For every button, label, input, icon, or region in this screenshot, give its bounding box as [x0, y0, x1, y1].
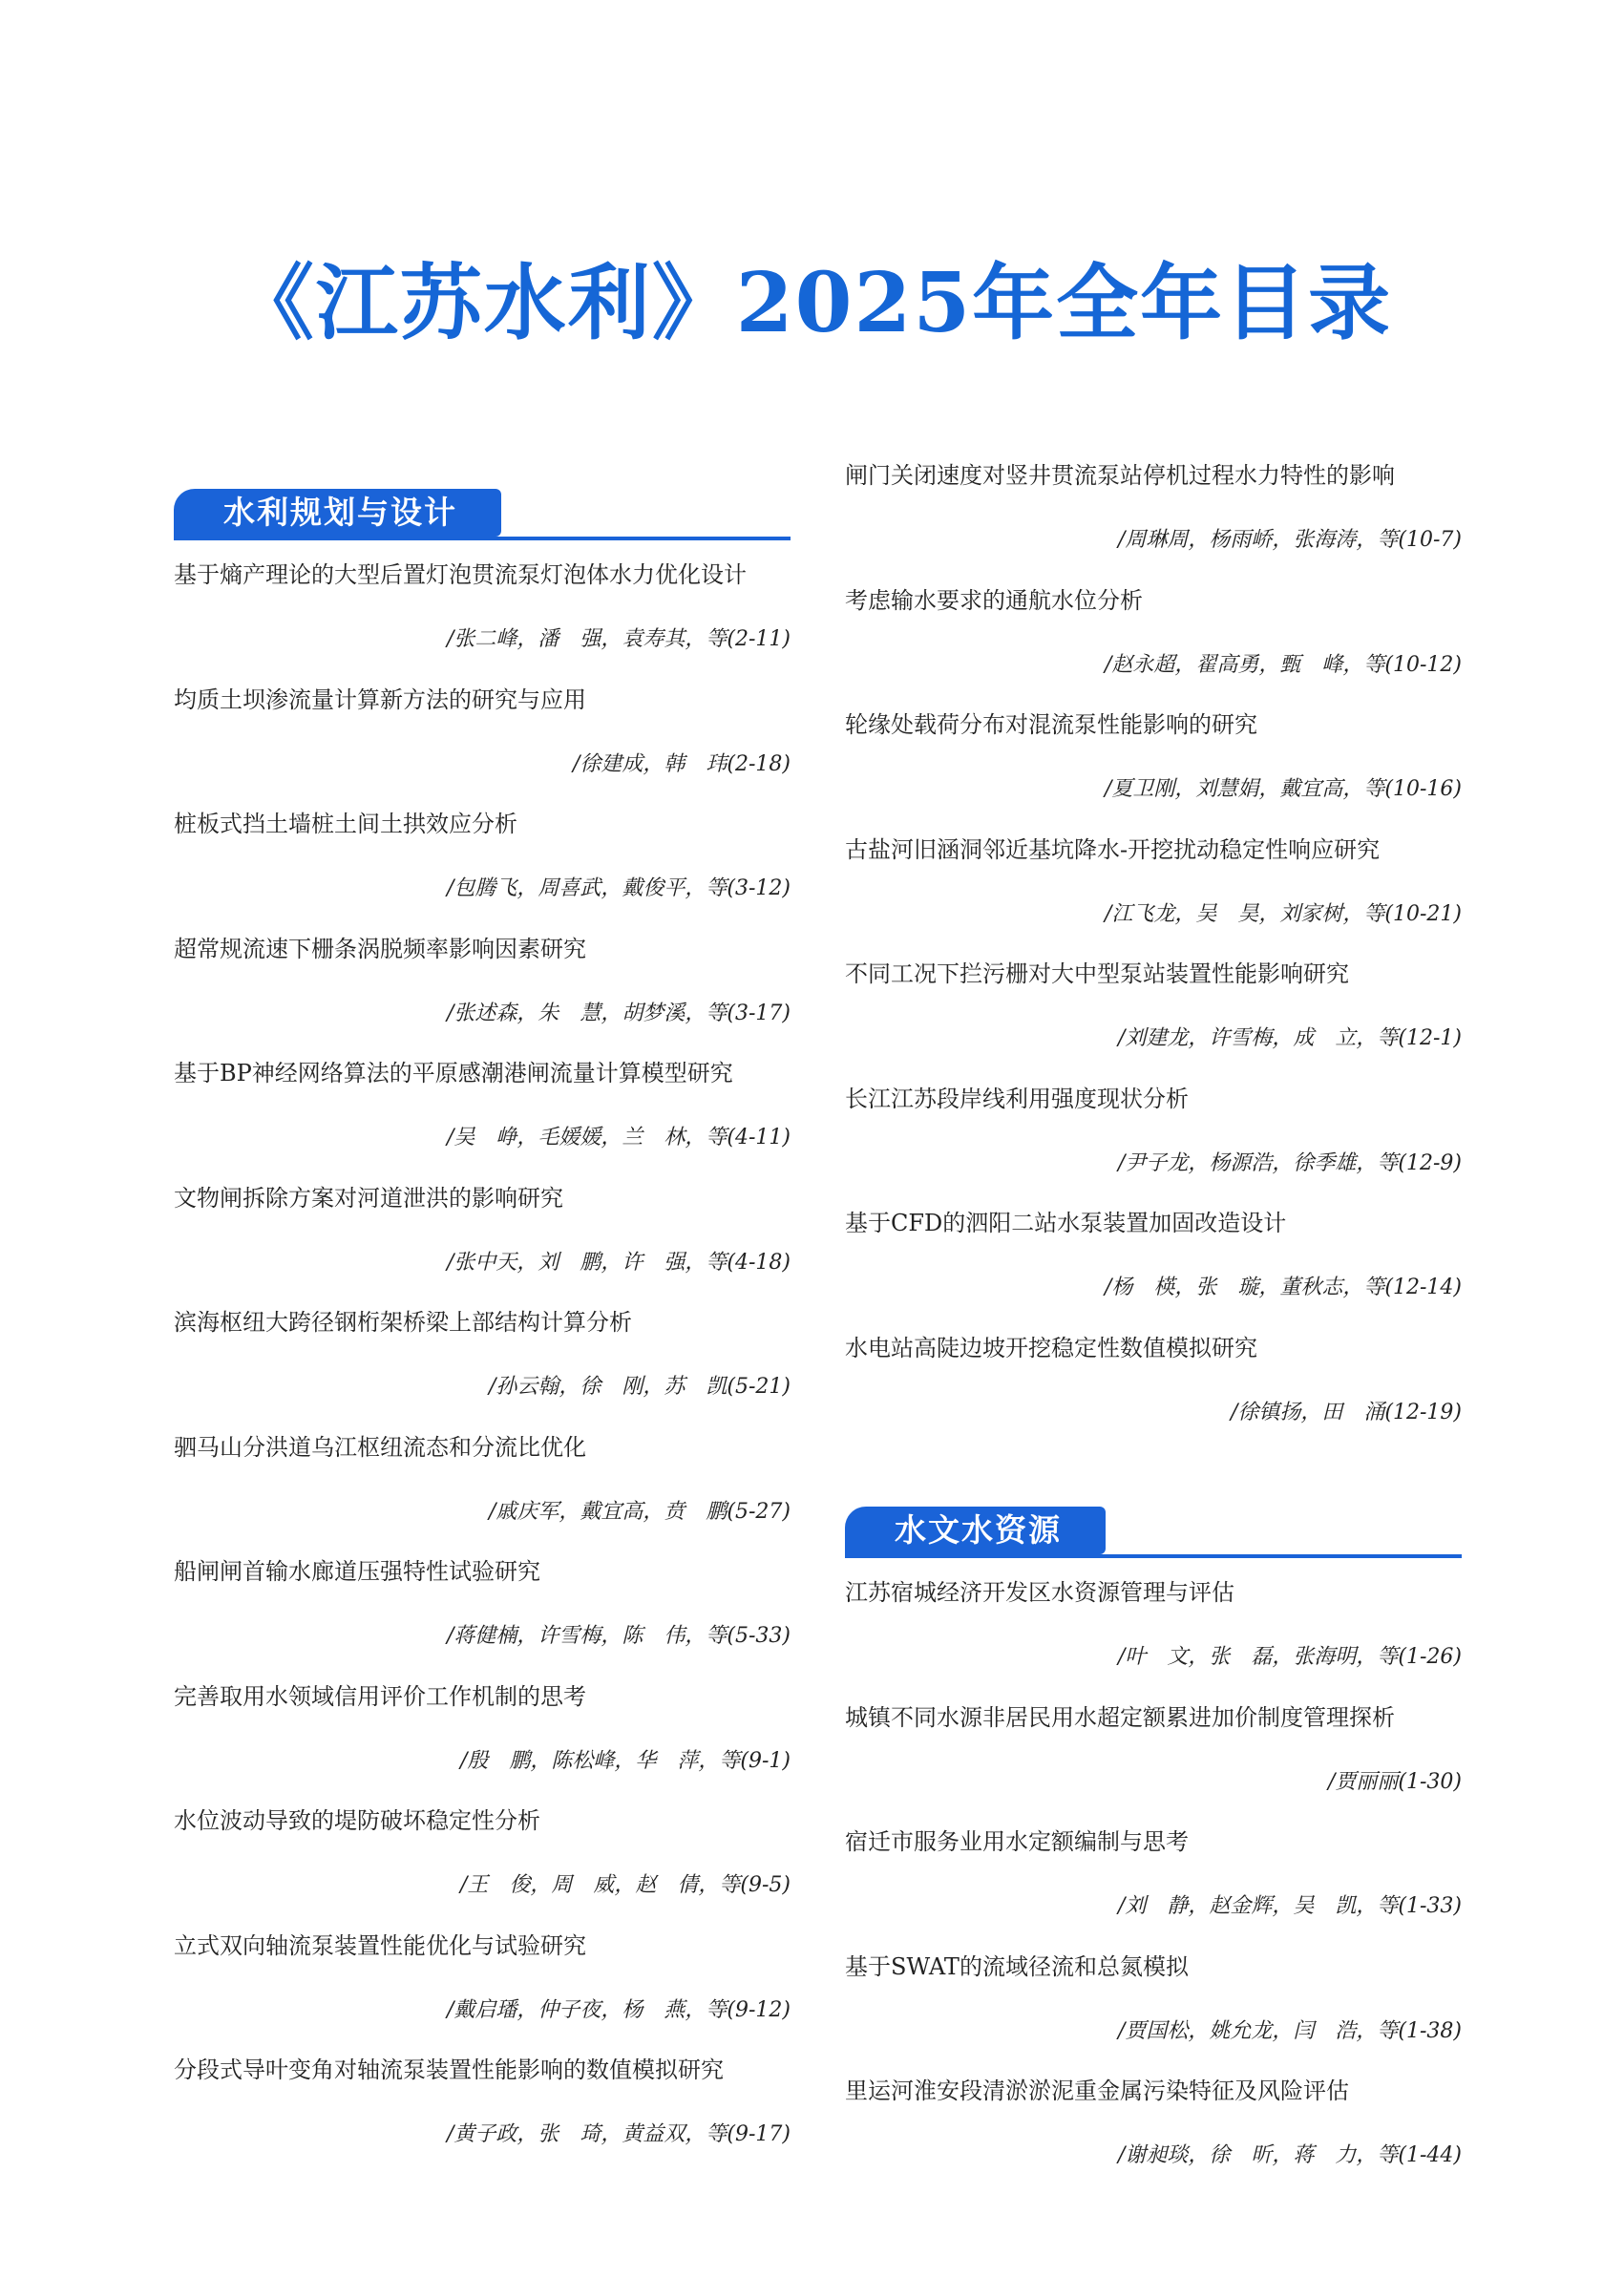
entry-title: 船闸闸首输水廊道压强特性试验研究 [174, 1558, 540, 1585]
entry-title: 桩板式挡土墙桩土间土拱效应分析 [174, 811, 517, 837]
entry-title: 里运河淮安段清淤淤泥重金属污染特征及风险评估 [845, 2078, 1349, 2104]
toc-entry [845, 1702, 1462, 1827]
toc-entry [174, 685, 791, 810]
entry-authors: /黄子政，张 琦，黄益双，等(9-17) [446, 2122, 791, 2146]
toc-entry [174, 1556, 791, 1681]
toc-entry [845, 959, 1462, 1084]
entry-title: 基于SWAT的流域径流和总氮模拟 [845, 1952, 1189, 1980]
toc-entry [174, 2055, 791, 2180]
entry-title: 滨海枢纽大跨径钢桁架桥梁上部结构计算分析 [174, 1309, 632, 1336]
entry-authors: /戴启璠，仲子夜，杨 燕，等(9-12) [446, 1997, 791, 2022]
entry-authors: /赵永超，翟高勇，甄 峰，等(10-12) [1104, 652, 1462, 677]
toc-entry [174, 1805, 791, 1930]
entry-authors: /王 俊，周 威，赵 倩，等(9-5) [459, 1873, 791, 1897]
entry-authors: /徐镇扬，田 涌(12-19) [1230, 1400, 1462, 1424]
toc-entry [845, 460, 1462, 585]
entry-title: 均质土坝渗流量计算新方法的研究与应用 [174, 686, 586, 713]
toc-entry [174, 1930, 791, 2056]
toc-entry [174, 934, 791, 1059]
entry-authors: /包腾飞，周喜武，戴俊平，等(3-12) [446, 876, 791, 900]
entry-title: 宿迁市服务业用水定额编制与思考 [845, 1828, 1189, 1855]
entry-title: 分段式导叶变角对轴流泵装置性能影响的数值模拟研究 [174, 2057, 724, 2083]
entry-authors: /叶 文，张 磊，张海明，等(1-26) [1117, 1645, 1462, 1669]
toc-entry [845, 1826, 1462, 1951]
entry-title: 轮缘处载荷分布对混流泵性能影响的研究 [845, 711, 1257, 738]
entry-list [845, 1577, 1462, 2201]
entry-authors: /刘建龙，许雪梅，成 立，等(12-1) [1117, 1026, 1462, 1050]
entry-title: 基于CFD的泗阳二站水泵装置加固改造设计 [845, 1210, 1287, 1236]
entry-authors: /张中天，刘 鹏，许 强，等(4-18) [446, 1250, 791, 1275]
entry-title: 闸门关闭速度对竖井贯流泵站停机过程水力特性的影响 [845, 462, 1395, 489]
entry-authors: /谢昶琰，徐 昕，蒋 力，等(1-44) [1117, 2143, 1462, 2167]
left-column [174, 489, 791, 2180]
entry-title: 基于BP神经网络算法的平原感潮港闸流量计算模型研究 [174, 1060, 733, 1086]
entry-authors: /蒋健楠，许雪梅，陈 伟，等(5-33) [446, 1624, 791, 1648]
entry-authors: /张述森，朱 慧，胡梦溪，等(3-17) [446, 1001, 791, 1025]
entry-list [174, 559, 791, 2180]
entry-title: 长江江苏段岸线利用强度现状分析 [845, 1085, 1189, 1112]
entry-authors: /江飞龙，吴 昊，刘家树，等(10-21) [1104, 901, 1462, 926]
section-title: 水文水资源 [845, 1507, 1106, 1554]
entry-list-continued [845, 460, 1462, 1457]
entry-authors: /徐建成，韩 玮(2-18) [572, 751, 791, 776]
entry-title: 水位波动导致的堤防破坏稳定性分析 [174, 1807, 540, 1834]
entry-authors: /杨 楧，张 璇，董秋志，等(12-14) [1104, 1276, 1462, 1299]
toc-entry [174, 1681, 791, 1806]
section-divider [174, 537, 791, 540]
entry-authors: /夏卫刚，刘慧娟，戴宜高，等(10-16) [1104, 777, 1462, 801]
entry-authors: /刘 静，赵金辉，吴 凯，等(1-33) [1117, 1894, 1462, 1918]
entry-title: 立式双向轴流泵装置性能优化与试验研究 [174, 1931, 586, 1959]
entry-title: 完善取用水领域信用评价工作机制的思考 [174, 1682, 586, 1710]
page-title: 《江苏水利》2025年全年目录 [231, 255, 1393, 351]
entry-title: 水电站高陡边坡开挖稳定性数值模拟研究 [845, 1334, 1257, 1361]
entry-title: 驷马山分洪道乌江枢纽流态和分流比优化 [174, 1433, 586, 1461]
toc-entry [845, 709, 1462, 834]
section-divider [845, 1554, 1462, 1558]
entry-title: 基于熵产理论的大型后置灯泡贯流泵灯泡体水力优化设计 [174, 561, 747, 588]
toc-entry [845, 1084, 1462, 1209]
right-column [845, 460, 1462, 2201]
toc-entry [845, 834, 1462, 960]
toc-entry [845, 1577, 1462, 1702]
entry-title: 不同工况下拦污栅对大中型泵站装置性能影响研究 [845, 960, 1349, 987]
toc-entry [174, 1058, 791, 1183]
entry-authors: /张二峰，潘 强，袁寿其，等(2-11) [446, 627, 791, 651]
entry-authors: /贾国松，姚允龙，闫 浩，等(1-38) [1117, 2018, 1462, 2043]
section-header-hydrology [845, 1507, 1462, 1562]
entry-authors: /尹子龙，杨源浩，徐季雄，等(12-9) [1117, 1150, 1462, 1175]
entry-title: 江苏宿城经济开发区水资源管理与评估 [845, 1579, 1234, 1606]
entry-authors: /戚庆军，戴宜高，贲 鹏(5-27) [488, 1499, 791, 1524]
entry-title: 古盐河旧涵洞邻近基坑降水-开挖扰动稳定性响应研究 [845, 835, 1381, 863]
toc-entry [174, 1183, 791, 1308]
toc-entry [845, 1208, 1462, 1333]
entry-authors: /孙云翰，徐 刚，苏 凯(5-21) [488, 1375, 791, 1399]
section-title: 水利规划与设计 [174, 489, 501, 537]
entry-title: 考虑输水要求的通航水位分析 [845, 586, 1143, 614]
entry-title: 文物闸拆除方案对河道泄洪的影响研究 [174, 1184, 563, 1212]
toc-entry [845, 585, 1462, 710]
toc-entry [174, 809, 791, 934]
toc-entry [845, 2076, 1462, 2201]
entry-title: 超常规流速下栅条涡脱频率影响因素研究 [174, 935, 586, 962]
entry-authors: /周琳周，杨雨峤，张海涛，等(10-7) [1117, 528, 1462, 552]
section-header-planning [174, 489, 791, 544]
toc-entry [174, 1307, 791, 1432]
entry-authors: /贾丽丽(1-30) [1327, 1769, 1462, 1794]
entry-authors: /吴 峥，毛媛媛，兰 林，等(4-11) [446, 1126, 791, 1150]
entry-title: 城镇不同水源非居民用水超定额累进加价制度管理探析 [845, 1703, 1395, 1731]
toc-entry [174, 559, 791, 685]
toc-entry [845, 1951, 1462, 2077]
entry-authors: /殷 鹏，陈松峰，华 萍，等(9-1) [459, 1748, 791, 1773]
toc-entry [845, 1333, 1462, 1458]
toc-entry [174, 1432, 791, 1557]
